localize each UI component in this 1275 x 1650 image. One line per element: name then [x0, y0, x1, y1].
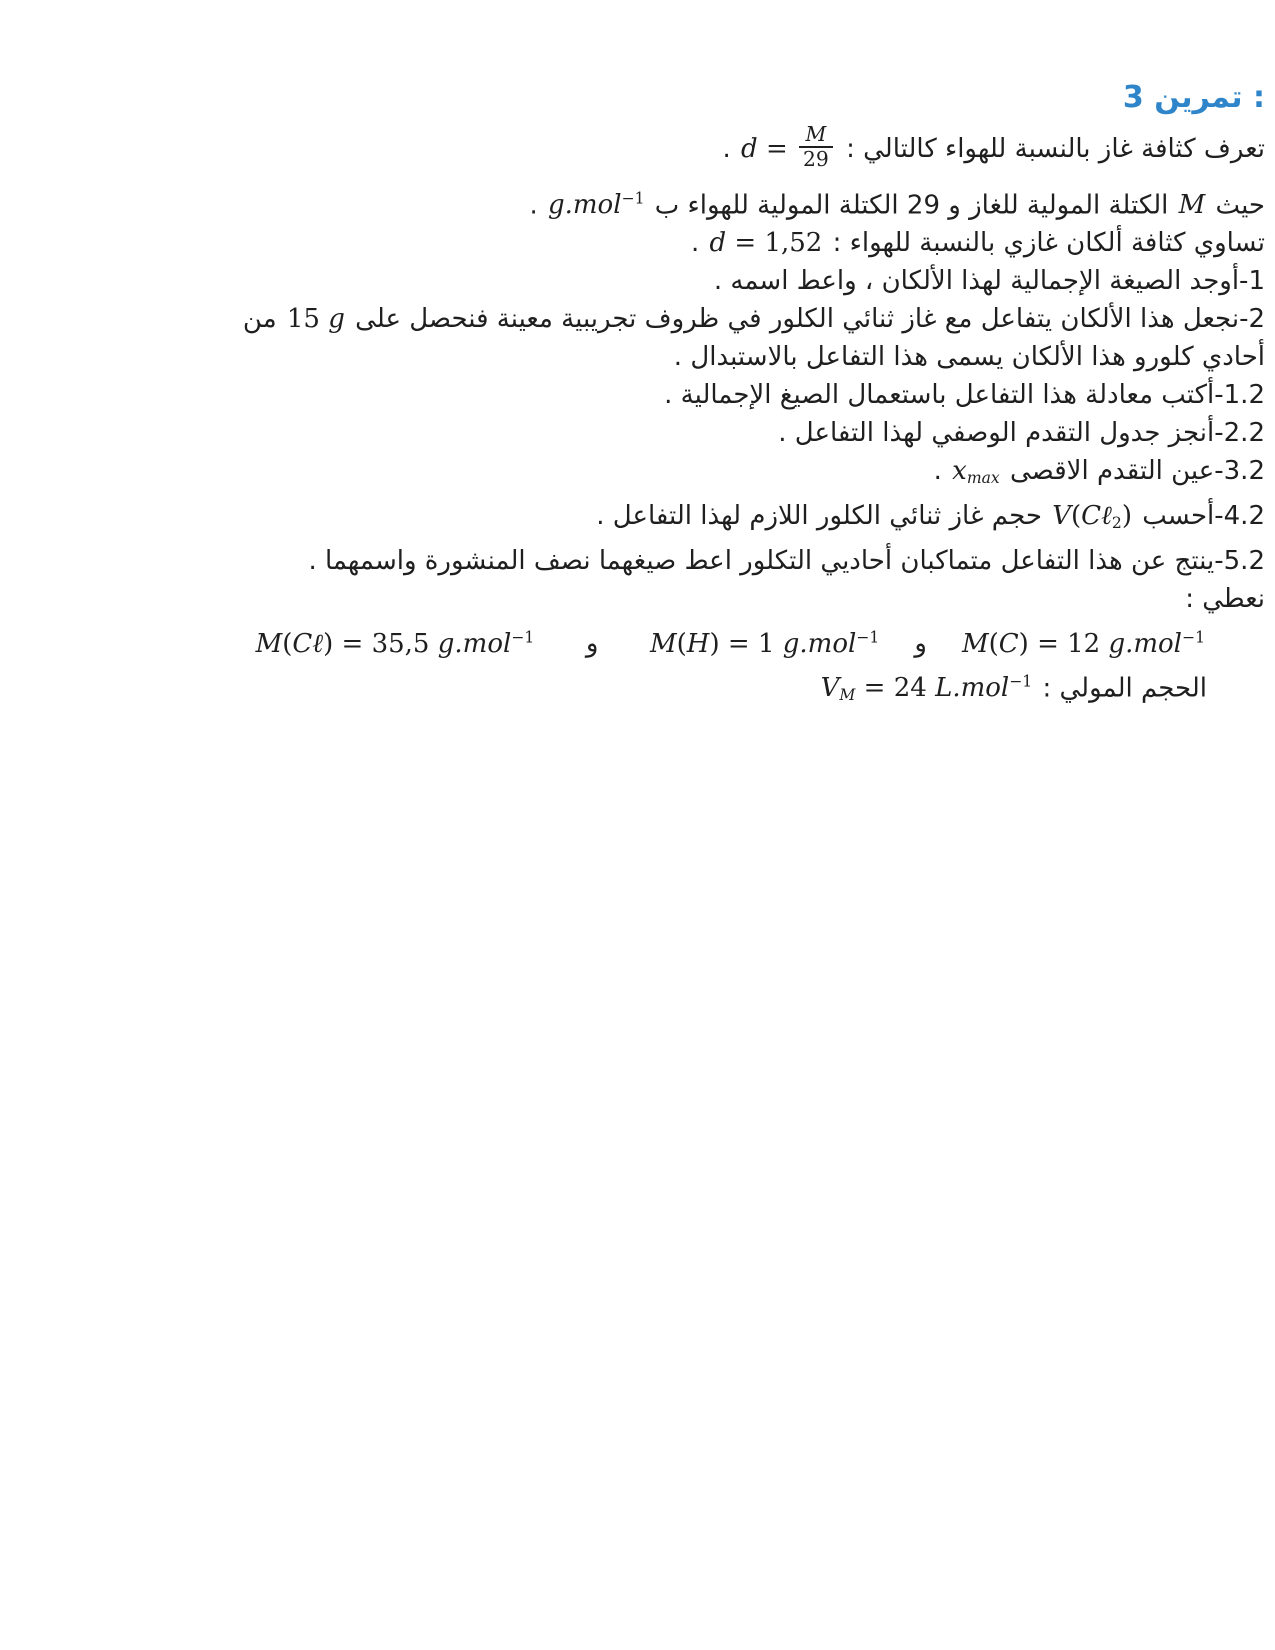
arabic-text: .	[933, 456, 951, 487]
fraction: $\frac{M}{29}$	[799, 123, 833, 170]
arabic-text: 2-نجعل هذا الألكان يتفاعل مع غاز ثنائي الكلور في ظروف تجريبية معينة فنحصل على	[346, 304, 1265, 335]
math-expression: M	[1178, 190, 1206, 221]
document-page	[0, 0, 1275, 714]
arabic-text: 5.2-ينتج عن هذا التفاعل متماكبان أحاديي التكلور اعط صيغهما نصف المنشورة واسمهما .	[308, 546, 1265, 577]
arabic-text: .	[722, 134, 740, 164]
arabic-text: من	[242, 304, 285, 335]
exercise-title: تمرين 3 :	[1122, 80, 1265, 115]
text-line-question-2-1	[58, 376, 1265, 414]
arabic-text: 2.2-أنجز جدول التقدم الوصفي لهذا التفاعل .	[778, 418, 1265, 449]
arabic-text: نعطي :	[1185, 584, 1265, 615]
text-line-question-2-2	[58, 414, 1265, 452]
text-line-alkane-density-value	[58, 224, 1265, 262]
math-expression: V(Cℓ$_2$)	[1052, 501, 1132, 533]
math-expression: $x_{max}$	[952, 456, 1000, 488]
arabic-text: حيث	[1207, 190, 1265, 221]
math-expression: M(Cℓ) = 35,5 g.mol$^{-1}$	[255, 628, 535, 659]
text-line-givens-label	[58, 580, 1265, 618]
text-line-question-2-4	[58, 497, 1265, 542]
arabic-text: تساوي كثافة ألكان غازي بالنسبة للهواء :	[824, 228, 1265, 259]
arabic-text: الكتلة المولية للغاز و 29 الكتلة المولية للهواء ب	[646, 190, 1177, 221]
arabic-text: 1-أوجد الصيغة الإجمالية لهذا الألكان ، واعط اسمه .	[713, 266, 1265, 297]
text-line-question-2-3	[58, 452, 1265, 497]
math-expression: $V_M = 24$ L.mol$^{-1}$	[820, 672, 1033, 704]
text-line-molar-volume	[58, 663, 1265, 714]
math-expression: M(H) = 1 g.mol$^{-1}$	[650, 628, 880, 659]
arabic-text: أحادي كلورو هذا الألكان يسمى هذا التفاعل بالاستبدال .	[673, 342, 1265, 373]
math-expression: g.mol$^{-1}$	[547, 190, 645, 221]
exercise-body	[58, 118, 1265, 714]
arabic-text: .	[529, 190, 546, 221]
math-expression: d = $\frac{M}{29}$	[741, 134, 836, 164]
text-line-question-1	[58, 262, 1265, 300]
text-line-molar-mass-note	[58, 180, 1265, 224]
arabic-text: 3.2-عين التقدم الاقصى	[1001, 456, 1265, 487]
math-expression: 15 g	[286, 304, 345, 335]
text-line-question-2-part-a	[58, 300, 1265, 338]
arabic-text: حجم غاز ثنائي الكلور اللازم لهذا التفاعل .	[596, 501, 1051, 532]
arabic-text: و	[536, 628, 649, 659]
math-expression: M(C) = 12 g.mol$^{-1}$	[961, 628, 1205, 659]
text-line-molar-masses	[58, 618, 1265, 662]
text-line-density-definition	[58, 118, 1265, 180]
arabic-text: الحجم المولي :	[1034, 672, 1207, 703]
arabic-text: .	[690, 228, 708, 259]
text-line-question-2-part-b	[58, 338, 1265, 376]
math-expression: d = 1,52	[709, 228, 823, 259]
arabic-text: 4.2-أحسب	[1133, 501, 1265, 532]
text-line-question-2-5	[58, 542, 1265, 580]
arabic-text: تعرف كثافة غاز بالنسبة للهواء كالتالي :	[837, 134, 1265, 164]
arabic-text: و	[881, 628, 960, 659]
arabic-text: 1.2-أكتب معادلة هذا التفاعل باستعمال الصيغ الإجمالية .	[664, 380, 1265, 411]
